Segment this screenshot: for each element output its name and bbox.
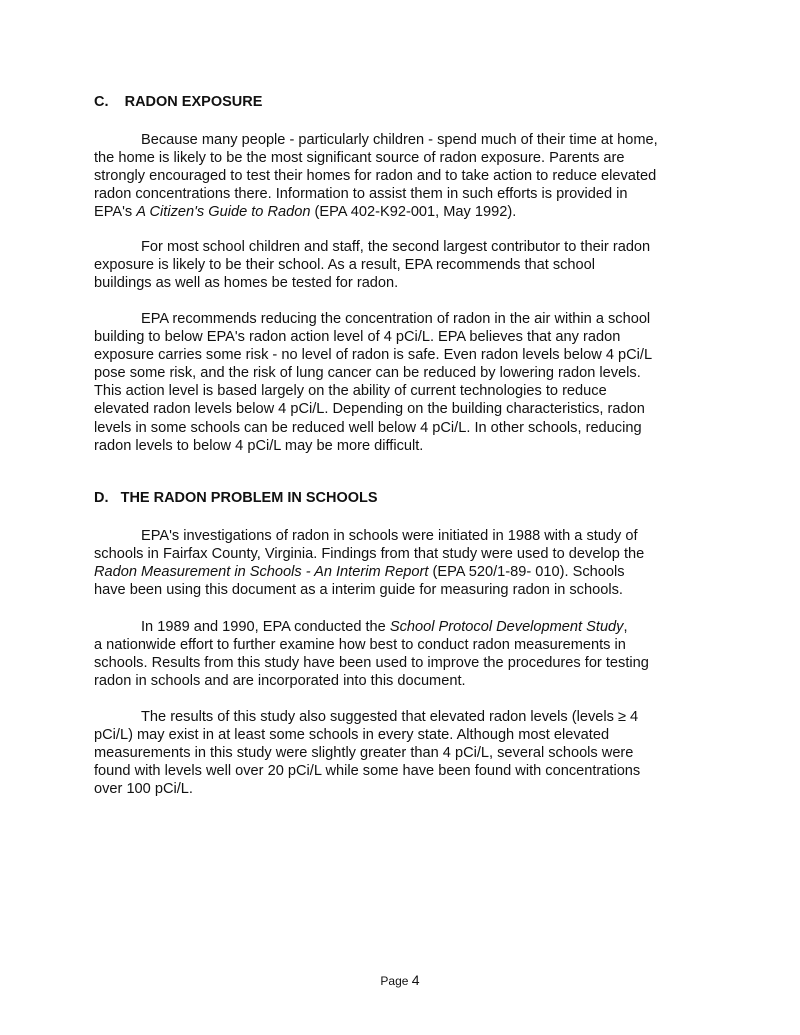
text-line: The results of this study also suggested that elevated radon levels (levels ≥ 4: [141, 709, 639, 725]
page-number: 4: [411, 972, 420, 988]
text-run: (EPA 402-K92-001, May 1992).: [310, 204, 517, 221]
section-c-paragraph-2: [94, 238, 706, 292]
text-line: have been using this document as a interim guide for measuring radon in schools.: [94, 582, 623, 599]
page-footer: [0, 972, 800, 988]
text-line: schools. Results from this study have been used to improve the procedures for testing: [94, 655, 649, 672]
text-line: EPA's investigations of radon in schools were initiated in 1988 with a study of: [141, 528, 638, 544]
text-line: radon levels to below 4 pCi/L may be more difficult.: [94, 437, 424, 454]
section-d-paragraph-2: [94, 618, 706, 690]
text-line: radon concentrations there. Information to assist them in such efforts is provided in: [94, 186, 628, 203]
text-line: over 100 pCi/L.: [94, 781, 193, 798]
text-run: EPA's: [94, 204, 137, 221]
text-line: [94, 618, 706, 636]
text-run: (EPA 520/1-89- 010). Schools: [428, 564, 625, 581]
text-line: building to below EPA's radon action level of 4 pCi/L. EPA believes that any radon: [94, 329, 621, 346]
page-label: Page: [380, 974, 412, 988]
text-line: measurements in this study were slightly greater than 4 pCi/L, several schools were: [94, 745, 634, 762]
section-c-heading: C. RADON EXPOSURE: [94, 94, 263, 110]
text-line: exposure is likely to be their school. As a result, EPA recommends that school: [94, 257, 596, 274]
section-d-paragraph-1: [94, 527, 706, 599]
text-line: buildings as well as homes be tested for radon.: [94, 275, 399, 292]
section-c-paragraph-3: [94, 310, 706, 455]
text-line: elevated radon levels below 4 pCi/L. Depending on the building characteristics, radon: [94, 401, 645, 418]
text-line: strongly encouraged to test their homes for radon and to take action to reduce elevated: [94, 168, 657, 185]
text-line: EPA recommends reducing the concentration of radon in the air within a school: [141, 311, 651, 327]
text-line: exposure carries some risk - no level of radon is safe. Even radon levels below 4 pCi/L: [94, 347, 653, 364]
text-line: a nationwide effort to further examine how best to conduct radon measurements in: [94, 637, 626, 654]
section-d-heading: D. THE RADON PROBLEM IN SCHOOLS: [94, 490, 378, 506]
citation-title: A Citizen's Guide to Radon: [136, 204, 311, 221]
text-line: pCi/L) may exist in at least some schools in every state. Although most elevated: [94, 727, 610, 744]
text-line: For most school children and staff, the second largest contributor to their radon: [141, 239, 651, 255]
text-line: radon in schools and are incorporated into this document.: [94, 673, 466, 690]
text-line: This action level is based largely on the ability of current technologies to reduce: [94, 383, 607, 400]
text-line: [94, 203, 706, 221]
text-line: levels in some schools can be reduced well below 4 pCi/L. In other schools, reducing: [94, 419, 642, 436]
text-run: ,: [623, 619, 628, 635]
text-line: Because many people - particularly children - spend much of their time at home,: [141, 132, 658, 148]
text-line: schools in Fairfax County, Virginia. Findings from that study were used to develop the: [94, 546, 645, 563]
report-title: Radon Measurement in Schools - An Interim Report: [94, 564, 429, 581]
text-line: [94, 563, 706, 581]
section-c-paragraph-1: [94, 131, 706, 221]
text-line: pose some risk, and the risk of lung cancer can be reduced by lowering radon levels.: [94, 365, 641, 382]
study-title: School Protocol Development Study: [389, 619, 624, 635]
text-line: found with levels well over 20 pCi/L while some have been found with concentrations: [94, 763, 641, 780]
text-run: In 1989 and 1990, EPA conducted the: [141, 619, 390, 635]
text-line: the home is likely to be the most significant source of radon exposure. Parents are: [94, 150, 625, 167]
section-d-paragraph-3: [94, 708, 706, 798]
